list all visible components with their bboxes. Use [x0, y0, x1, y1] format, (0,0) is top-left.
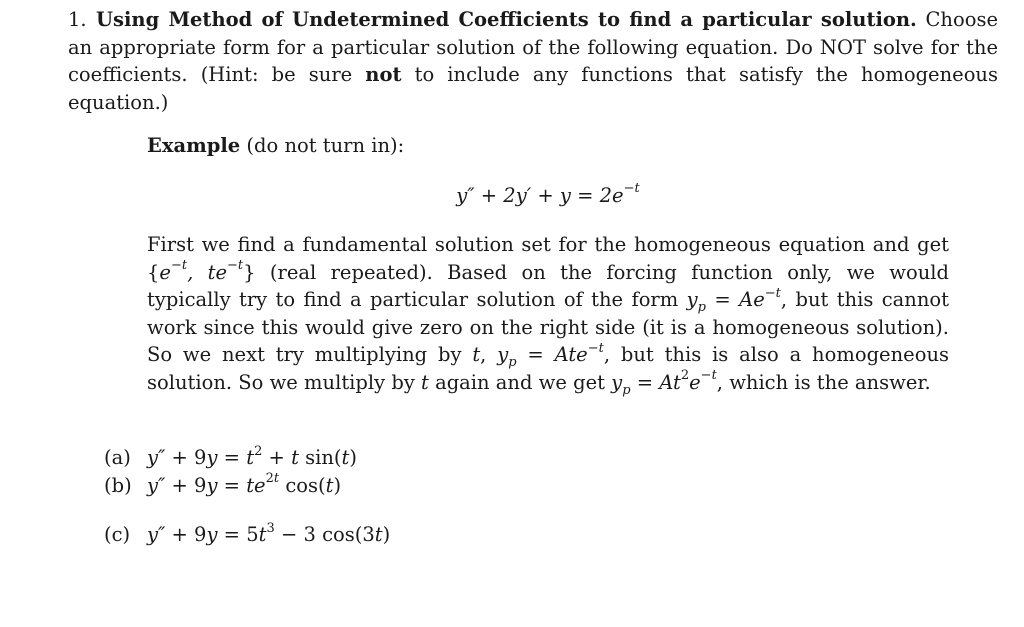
part-b-label: (b) [104, 473, 132, 497]
part-b-equation: $y'' + 9y = te^{2t}$ cos(t) [147, 471, 342, 497]
problem-intro-part-2: to include any functions that satisfy the homogeneous equation.) [68, 63, 999, 114]
example-equation-text: y″ + 2y′ + y = 2e [456, 183, 624, 207]
trial-solution-1: $y_p = Ae^{-t}$ [686, 285, 781, 315]
trial-solution-2: $y_p = Ate^{-t}$ [497, 340, 604, 370]
example-heading [147, 132, 949, 160]
explanation-text-3: , but this cannot work since this would give zero on the right side (it is a homogeneous solution). So we next try multiplying by [147, 288, 949, 366]
problem-number: 1. [68, 8, 87, 31]
example-note: (do not turn in): [246, 134, 405, 157]
explanation-text-5: , but this is also a homogeneous solution. So we multiply by [147, 343, 950, 394]
variable-t-2: t [421, 370, 429, 394]
explanation-text-7: , which is the answer. [716, 370, 931, 394]
explanation-text-6: again and we get [428, 370, 612, 394]
trial-solution-3: $y_p = At^2e^{-t}$ [611, 368, 717, 398]
example-explanation [147, 231, 949, 396]
part-c [104, 521, 390, 549]
problem-intro-emphasis: not [365, 63, 402, 86]
problem-parts [104, 444, 390, 549]
problem-intro-part-1: Choose an appropriate form for a particular solution of the following equation. Do NOT solve for the coefficients. (Hint: be sure [68, 8, 998, 86]
explanation-text-4: , [480, 343, 498, 366]
problem-1 [68, 6, 998, 116]
explanation-text-2: (real repeated). Based on the forcing function only, we would typically try to find a particular solution of the form [147, 260, 950, 311]
example-equation [147, 182, 949, 210]
example-label: Example [147, 134, 241, 157]
example-block [147, 132, 949, 396]
part-c-label: (c) [104, 523, 131, 546]
part-b [104, 472, 390, 500]
part-a-equation: $y'' + 9y = t^2 + t$ sin(t) [147, 443, 357, 469]
explanation-text-1: First we find a fundamental solution set for the homogeneous equation and get [147, 233, 949, 256]
problem-title: Using Method of Undetermined Coefficients to find a particular solution. [96, 8, 917, 31]
example-equation-exponent: −t [623, 181, 640, 196]
variable-t-1: t [472, 343, 481, 366]
part-a-label: (a) [104, 446, 131, 469]
part-c-equation: $y'' + 9y = 5t^3 - 3$ cos(3t) [147, 520, 391, 546]
fundamental-set: {$e^{-t}$, $te^{-t}$} [147, 258, 256, 284]
part-a [104, 444, 390, 472]
